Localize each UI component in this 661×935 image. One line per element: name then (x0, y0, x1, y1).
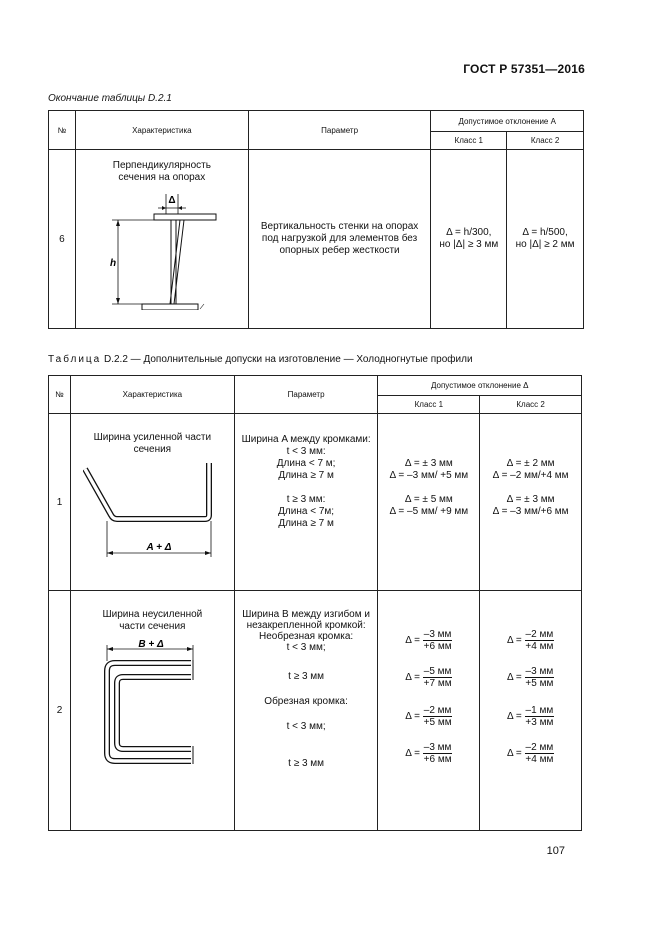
characteristic-text: Перпендикулярность сечения на опорах (112, 160, 211, 183)
b-delta-label: B + Δ (138, 639, 164, 650)
characteristic-text: Ширина неусиленной части сечения (102, 609, 203, 632)
a-delta-label: A + Δ (146, 542, 172, 553)
table-d21-end (48, 110, 584, 329)
value-line: Δ = –2 мм/+4 мм (492, 470, 569, 481)
header-class1: Класс 1 (378, 396, 480, 414)
table2-caption-prefix: Таблица (48, 354, 102, 365)
header-no: № (49, 111, 76, 150)
fraction-value: Δ = $\frac{-2 мм}{+4 мм}$ (507, 629, 554, 652)
class1-line1: Δ = h/300, (446, 227, 492, 238)
class2-line2: но |Δ| ≥ 2 мм (515, 239, 575, 250)
param-line: Ширина B между изгибом и (242, 609, 370, 620)
header-no: № (49, 376, 71, 414)
param-line: незакрепленной кромкой: (246, 620, 366, 631)
header-class2: Класс 2 (480, 396, 582, 414)
document-id: ГОСТ Р 57351—2016 (463, 62, 585, 76)
parameter-cell (234, 414, 378, 591)
fraction-value: Δ = $\frac{-3 мм}{+6 мм}$ (405, 629, 452, 652)
value-line: Δ = ± 5 мм (404, 494, 453, 505)
characteristic-text: Ширина усиленной части сечения (93, 432, 212, 455)
param-line: Длина ≥ 7 м (278, 518, 334, 529)
value-line: Δ = ± 3 мм (506, 494, 555, 505)
param-line: t ≥ 3 мм (288, 758, 325, 769)
table-row (49, 414, 582, 591)
class2-value (480, 591, 582, 831)
class2-value (507, 150, 584, 329)
header-characteristic: Характеристика (70, 376, 234, 414)
class1-value (431, 150, 507, 329)
fraction-value: Δ = $\frac{-2 мм}{+5 мм}$ (405, 705, 452, 728)
reinforced-section-drawing (83, 459, 233, 569)
param-line: t < 3 мм; (286, 721, 326, 732)
unreinforced-section-drawing (95, 639, 215, 769)
value-line: Δ = –3 мм/ +5 мм (389, 470, 469, 481)
h-label: h (109, 258, 117, 269)
characteristic-cell (75, 150, 248, 329)
param-line: t ≥ 3 мм: (286, 494, 326, 505)
param-line: Длина ≥ 7 м (278, 470, 334, 481)
fraction-value: Δ = $\frac{-3 мм}{+6 мм}$ (405, 742, 452, 765)
param-line: Длина < 7 м; (276, 458, 336, 469)
class2-line1: Δ = h/500, (522, 227, 568, 238)
fraction-value: Δ = $\frac{-1 мм}{+3 мм}$ (507, 705, 554, 728)
row-number: 1 (49, 414, 71, 591)
fraction-value: Δ = $\frac{-3 мм}{+5 мм}$ (507, 666, 554, 689)
value-line: Δ = –5 мм/ +9 мм (389, 506, 469, 517)
value-line: Δ = ± 3 мм (404, 458, 453, 469)
param-line: t ≥ 3 мм (288, 671, 325, 682)
table-row (49, 591, 582, 831)
fraction-value: Δ = $\frac{-2 мм}{+4 мм}$ (507, 742, 554, 765)
class1-line2: но |Δ| ≥ 3 мм (439, 239, 499, 250)
parameter-cell: Вертикальность стенки на опорах под нагрузкой для элементов без опорных ребер жесткости (248, 150, 431, 329)
class1-value (378, 414, 480, 591)
perpendicularity-drawing (104, 190, 234, 310)
header-parameter: Параметр (234, 376, 378, 414)
header-characteristic: Характеристика (75, 111, 248, 150)
param-line: Обрезная кромка: (264, 696, 348, 707)
class1-value (378, 591, 480, 831)
page-number: 107 (546, 845, 565, 857)
row-number: 2 (49, 591, 71, 831)
param-line: t < 3 мм: (286, 446, 326, 457)
value-line: Δ = ± 2 мм (506, 458, 555, 469)
table2-caption-text: D.2.2 — Дополнительные допуски на изготовление — Холодногнутые профили (104, 354, 473, 365)
header-parameter: Параметр (248, 111, 431, 150)
parameter-cell (234, 591, 378, 831)
class2-value (480, 414, 582, 591)
param-line: Необрезная кромка: (259, 631, 354, 642)
header-deviation: Допустимое отклонение A (431, 111, 584, 132)
delta-label: Δ (168, 195, 176, 206)
param-line: t < 3 мм; (286, 642, 326, 653)
characteristic-cell (70, 414, 234, 591)
table-row (49, 150, 584, 329)
header-class2: Класс 2 (507, 132, 584, 150)
param-line: Длина < 7м; (278, 506, 335, 517)
value-line: Δ = –3 мм/+6 мм (492, 506, 569, 517)
header-class1: Класс 1 (431, 132, 507, 150)
header-deviation: Допустимое отклонение Δ (378, 376, 582, 396)
row-number: 6 (49, 150, 76, 329)
characteristic-cell (70, 591, 234, 831)
table-d22 (48, 375, 582, 831)
table2-caption (48, 354, 473, 365)
table1-caption: Окончание таблицы D.2.1 (48, 93, 172, 104)
param-line: Ширина A между кромками: (241, 434, 371, 445)
fraction-value: Δ = $\frac{-5 мм}{+7 мм}$ (405, 666, 452, 689)
